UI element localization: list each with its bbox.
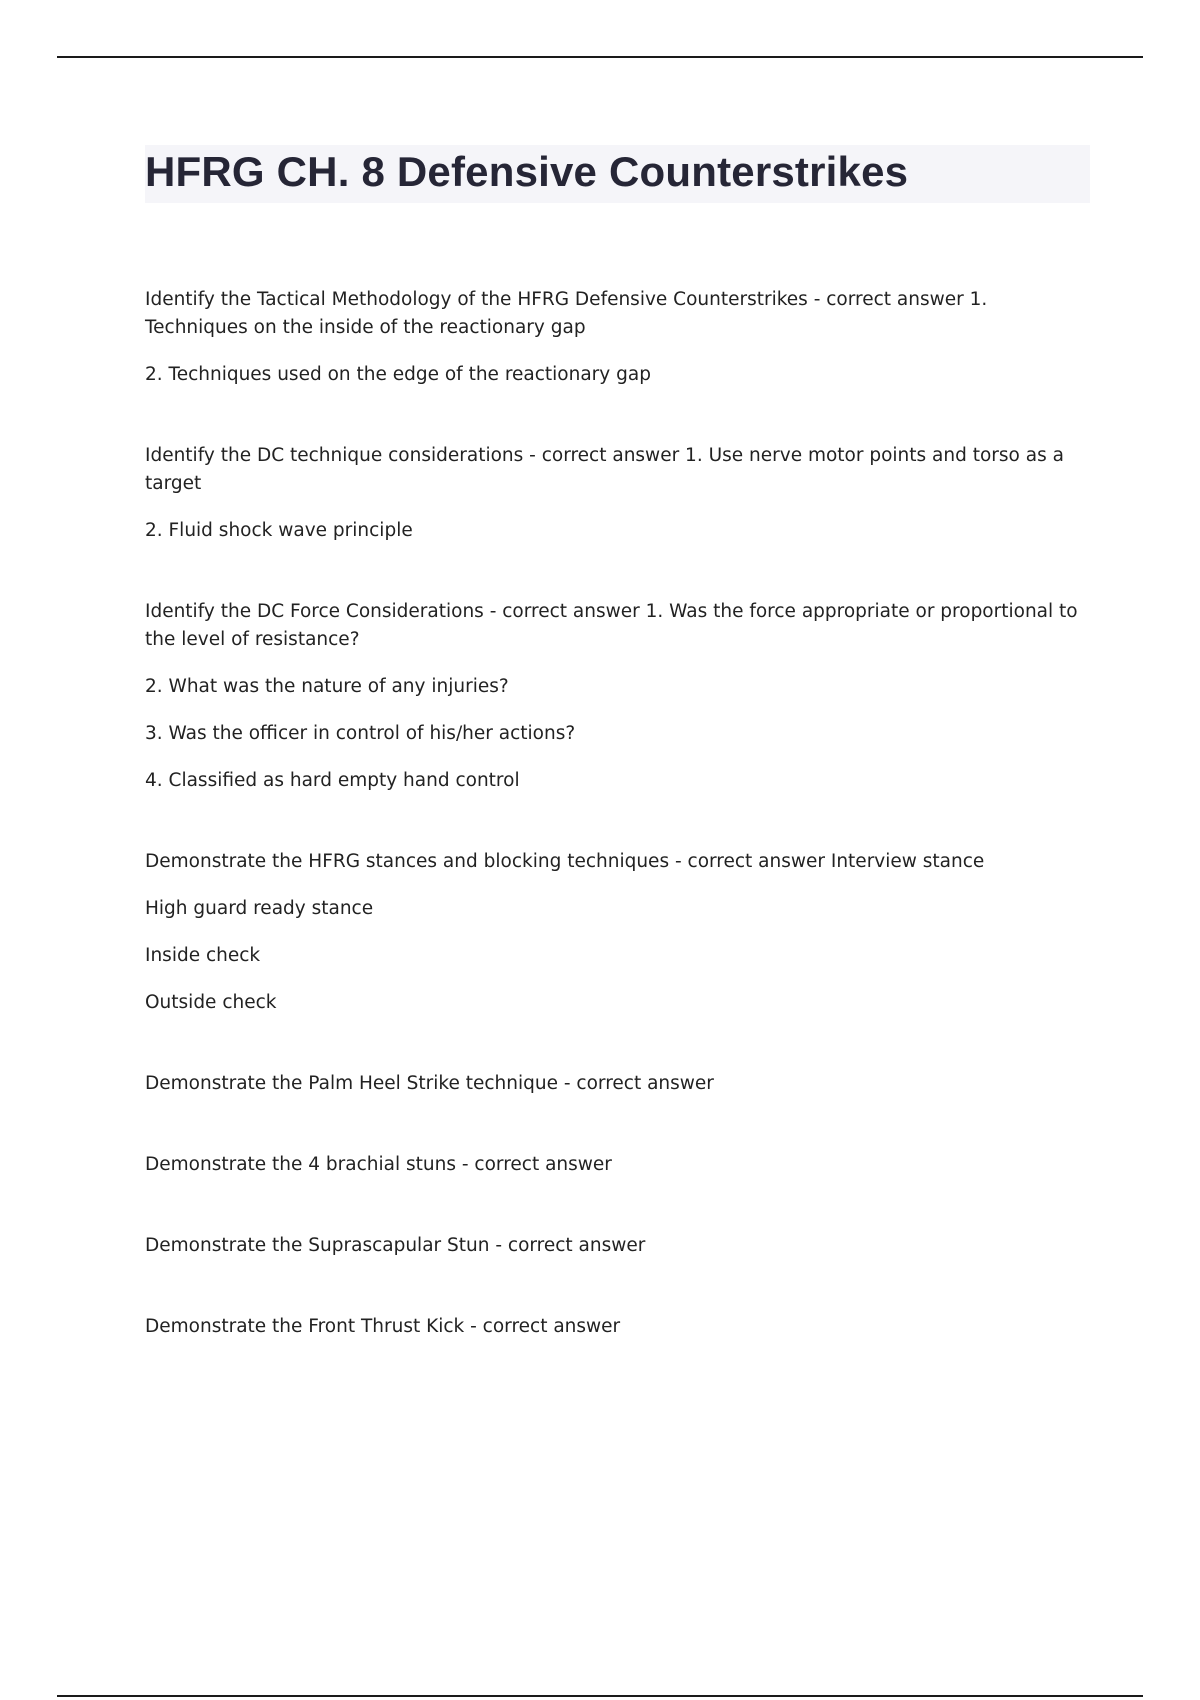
- qa-item-5: [145, 1070, 1090, 1098]
- qa-line: Inside check: [145, 945, 261, 966]
- qa-line: Demonstrate the Suprascapular Stun - correct answer: [145, 1235, 646, 1256]
- qa-item-7: [145, 1232, 1090, 1260]
- qa-line: Demonstrate the Front Thrust Kick - correct answer: [145, 1316, 621, 1337]
- bottom-rule: [57, 1695, 1143, 1697]
- qa-line: High guard ready stance: [145, 898, 374, 919]
- top-rule: [57, 56, 1143, 58]
- qa-item-6: [145, 1151, 1090, 1179]
- qa-line: Demonstrate the Palm Heel Strike technique - correct answer: [145, 1073, 714, 1094]
- qa-item-3: [145, 598, 1090, 795]
- page-title: HFRG CH. 8 Defensive Counterstrikes: [145, 145, 1090, 203]
- qa-item-4: [145, 848, 1090, 1017]
- qa-item-1: [145, 286, 1090, 389]
- qa-line: 2. What was the nature of any injuries?: [145, 676, 509, 697]
- qa-line: 2. Techniques used on the edge of the reactionary gap: [145, 364, 651, 385]
- qa-line: Demonstrate the HFRG stances and blocking techniques - correct answer Interview stance: [145, 851, 985, 872]
- qa-item-8: [145, 1313, 1090, 1341]
- qa-line: 4. Classified as hard empty hand control: [145, 770, 520, 791]
- qa-line: Demonstrate the 4 brachial stuns - correct answer: [145, 1154, 612, 1175]
- qa-line: Identify the Tactical Methodology of the HFRG Defensive Counterstrikes - correct answer 1. Techniques on the inside of the reactionary gap: [145, 289, 988, 338]
- qa-line: Identify the DC Force Considerations - correct answer 1. Was the force appropriate or proportional to the level of resistance?: [145, 601, 1078, 650]
- qa-item-2: [145, 442, 1090, 545]
- document-body: [145, 145, 1090, 1341]
- qa-line: Outside check: [145, 992, 277, 1013]
- qa-line: 3. Was the officer in control of his/her actions?: [145, 723, 576, 744]
- qa-line: Identify the DC technique considerations - correct answer 1. Use nerve motor points and torso as a target: [145, 445, 1064, 494]
- qa-line: 2. Fluid shock wave principle: [145, 520, 413, 541]
